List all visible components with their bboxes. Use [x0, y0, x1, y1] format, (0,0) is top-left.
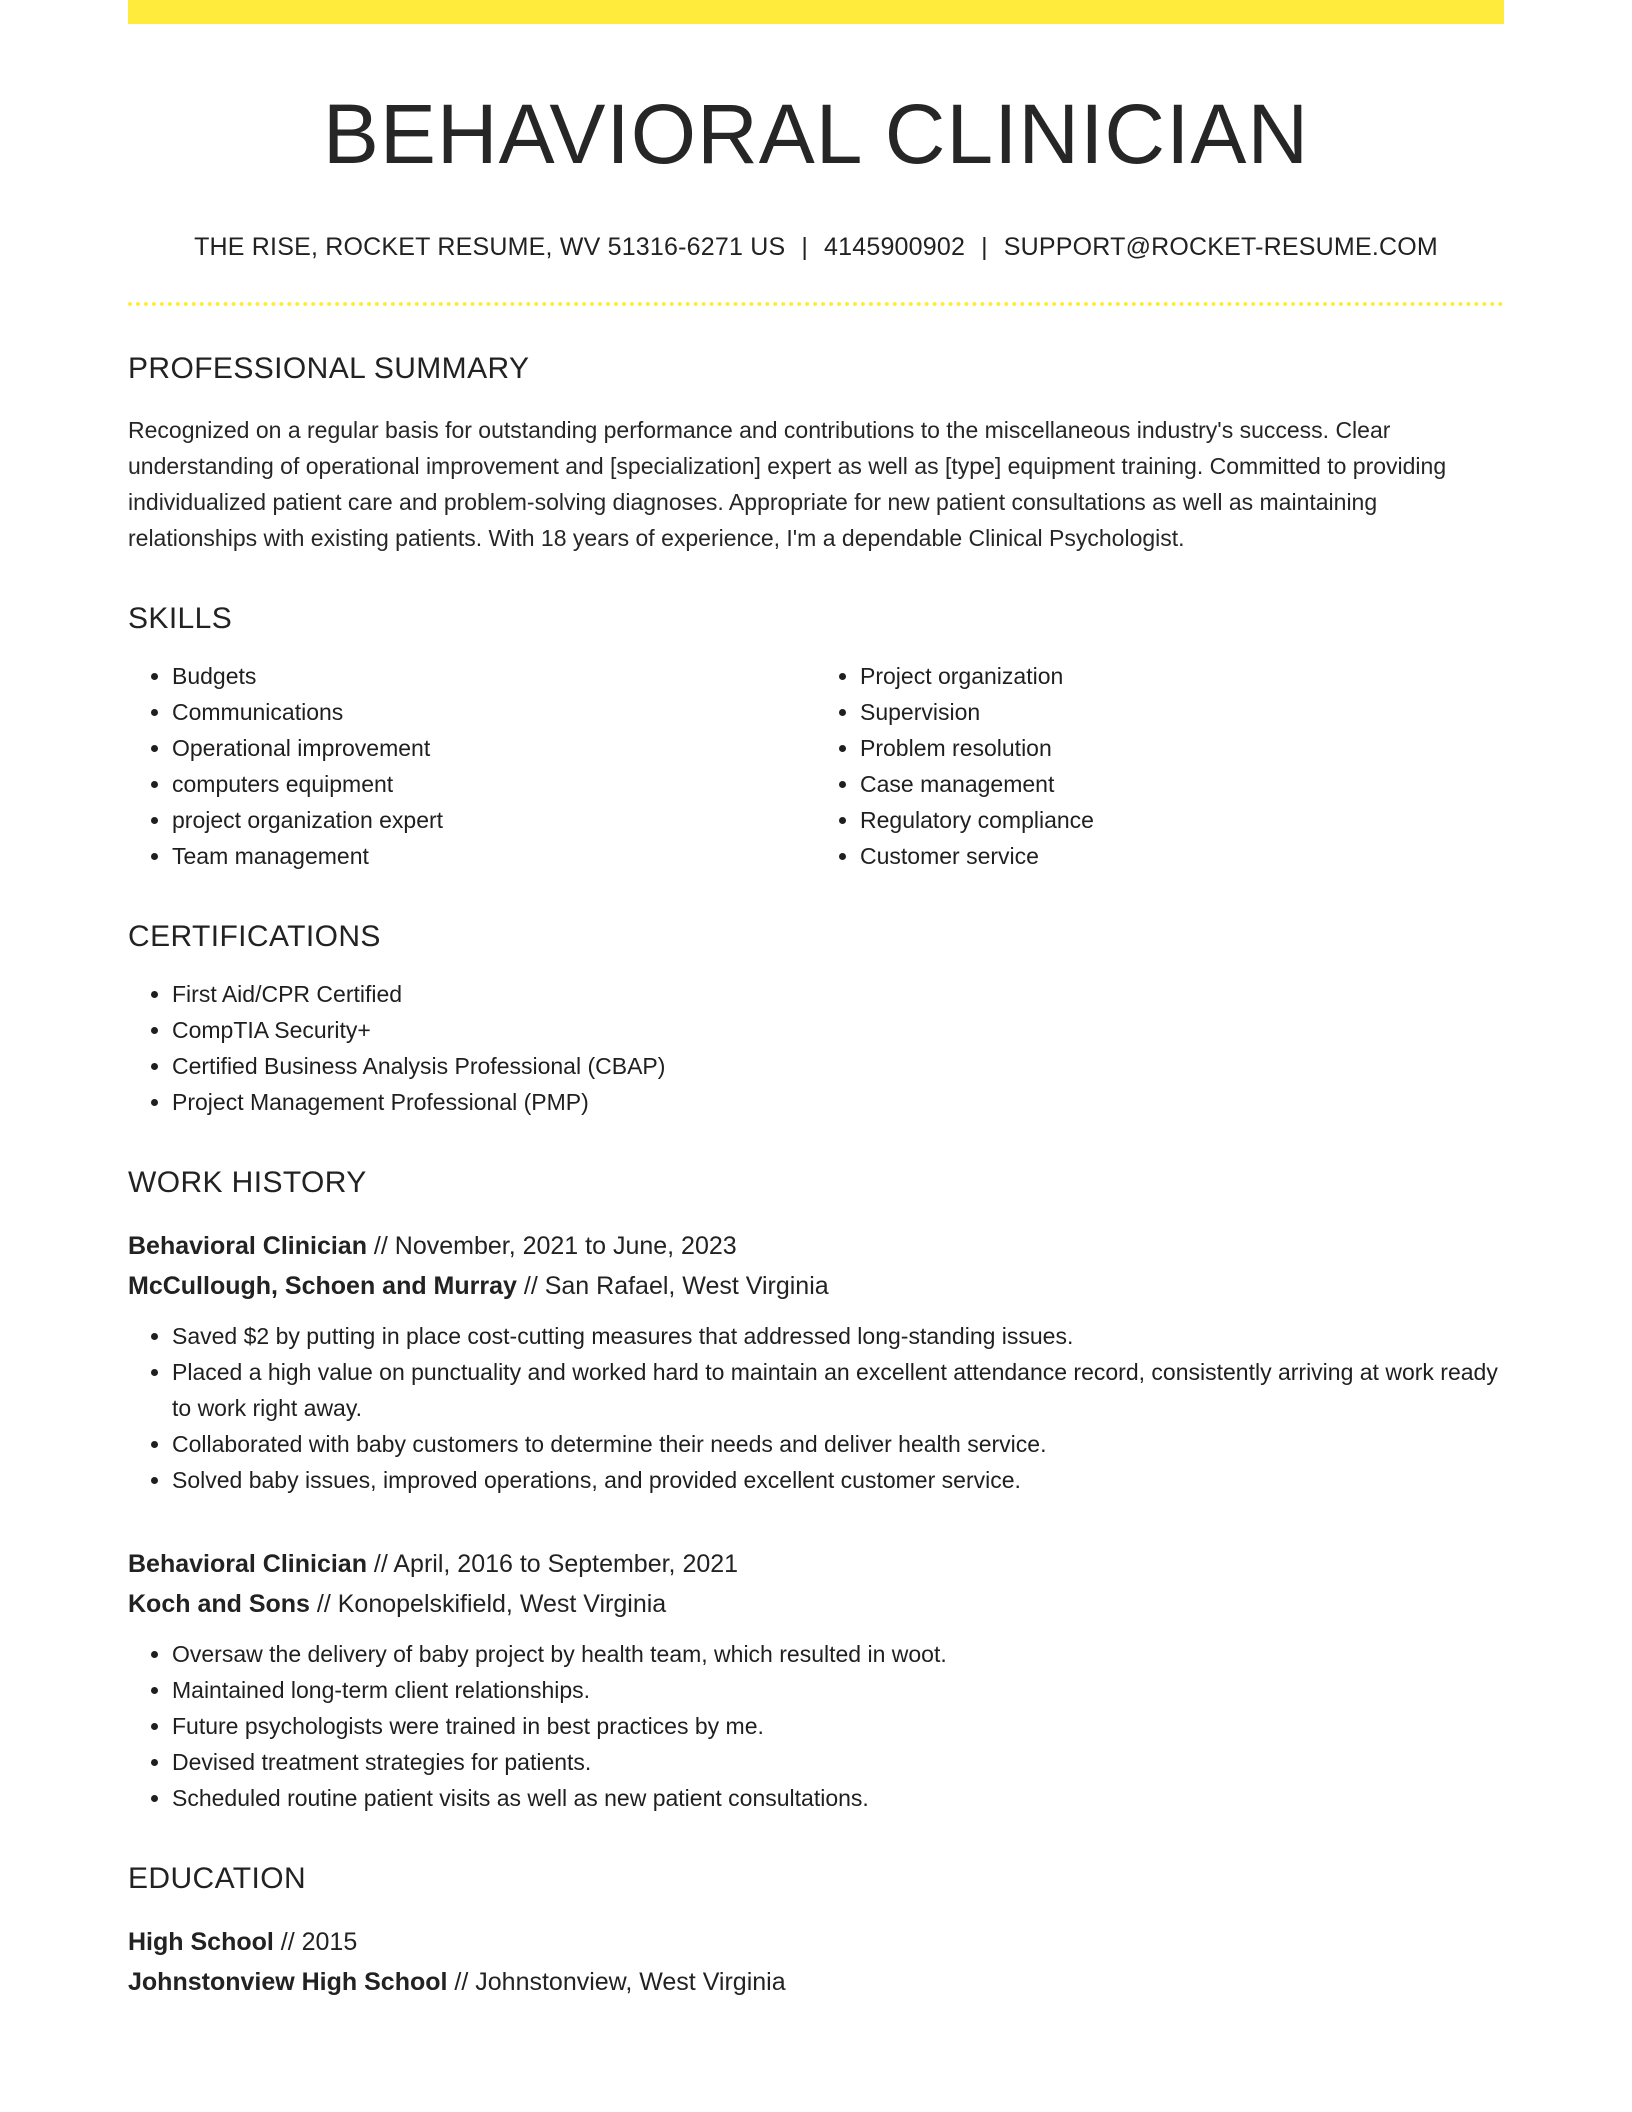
skill-item: • Team management	[172, 838, 816, 874]
job-company: Koch and Sons	[128, 1589, 310, 1618]
resume-name: BEHAVIORAL CLINICIAN	[322, 87, 1310, 181]
job-bullet: • Maintained long-term client relationships.	[172, 1672, 1504, 1708]
section-title-skills: SKILLS	[128, 601, 233, 635]
job-location: // Konopelskifield, West Virginia	[316, 1589, 667, 1618]
job-dates: // November, 2021 to June, 2023	[373, 1231, 737, 1260]
certification-item: • CompTIA Security+	[172, 1012, 1504, 1048]
job-company-line	[128, 1584, 1504, 1624]
dotted-divider	[128, 302, 1504, 306]
job-role: Behavioral Clinician	[128, 1231, 367, 1260]
education-school-line	[128, 1962, 1504, 2002]
skills-list-left	[128, 658, 816, 874]
skill-item: • computers equipment	[172, 766, 816, 802]
contact-separator: |	[981, 232, 988, 261]
contact-phone: 4145900902	[824, 232, 966, 261]
contact-email: SUPPORT@ROCKET-RESUME.COM	[1003, 232, 1438, 261]
job-dates: // April, 2016 to September, 2021	[373, 1549, 739, 1578]
job-bullet: • Oversaw the delivery of baby project by health team, which resulted in woot.	[172, 1636, 1504, 1672]
job-title-line	[128, 1544, 1504, 1584]
education-degree: High School	[128, 1927, 274, 1956]
summary-text: Recognized on a regular basis for outstanding performance and contributions to the miscellaneous industry's success. Clear understanding of operational improvement and [specialization] expert as well as [type] equipment training. Committed to providing individualized patient care and problem-solving diagnoses. Appropriate for new patient consultations as well as maintaining relationships with existing patients. With 18 years of experience, I'm a dependable Clinical Psychologist.	[128, 416, 1447, 551]
education-entry	[128, 1922, 1504, 2002]
certification-item: • First Aid/CPR Certified	[172, 976, 1504, 1012]
job-bullets	[128, 1636, 1504, 1816]
skill-item: • Budgets	[172, 658, 816, 694]
education-year: // 2015	[280, 1927, 358, 1956]
job-entry	[128, 1226, 1504, 1498]
contact-address: THE RISE, ROCKET RESUME, WV 51316-6271 US	[194, 232, 786, 261]
certification-item: • Certified Business Analysis Professional (CBAP)	[172, 1048, 1504, 1084]
accent-top-bar	[128, 0, 1504, 24]
skills-list-right	[816, 658, 1504, 874]
skill-item: • Regulatory compliance	[860, 802, 1504, 838]
certification-item: • Project Management Professional (PMP)	[172, 1084, 1504, 1120]
job-title-line	[128, 1226, 1504, 1266]
skill-item: • Customer service	[860, 838, 1504, 874]
section-title-summary: PROFESSIONAL SUMMARY	[128, 351, 530, 385]
resume-page	[128, 0, 1504, 2002]
contact-separator: |	[801, 232, 809, 261]
education-location: // Johnstonview, West Virginia	[454, 1967, 786, 1996]
job-location: // San Rafael, West Virginia	[523, 1271, 829, 1300]
job-bullet: • Solved baby issues, improved operations, and provided excellent customer service.	[172, 1462, 1504, 1498]
job-company: McCullough, Schoen and Murray	[128, 1271, 517, 1300]
education-school: Johnstonview High School	[128, 1967, 448, 1996]
job-bullets	[128, 1318, 1504, 1498]
section-title-education: EDUCATION	[128, 1861, 307, 1895]
job-bullet: • Saved $2 by putting in place cost-cutting measures that addressed long-standing issues.	[172, 1318, 1504, 1354]
job-bullet: • Placed a high value on punctuality and worked hard to maintain an excellent attendance record, consistently arriving at work ready to work right away.	[172, 1354, 1504, 1426]
skill-item: • project organization expert	[172, 802, 816, 838]
job-bullet: • Scheduled routine patient visits as well as new patient consultations.	[172, 1780, 1504, 1816]
job-bullet: • Future psychologists were trained in best practices by me.	[172, 1708, 1504, 1744]
skills-grid	[128, 658, 1504, 874]
job-bullet: • Devised treatment strategies for patients.	[172, 1744, 1504, 1780]
skill-item: • Operational improvement	[172, 730, 816, 766]
education-degree-line	[128, 1922, 1504, 1962]
job-entry	[128, 1544, 1504, 1816]
skill-item: • Problem resolution	[860, 730, 1504, 766]
job-bullet: • Collaborated with baby customers to determine their needs and deliver health service.	[172, 1426, 1504, 1462]
job-role: Behavioral Clinician	[128, 1549, 367, 1578]
section-title-work-history: WORK HISTORY	[128, 1165, 367, 1199]
job-company-line	[128, 1266, 1504, 1306]
skill-item: • Supervision	[860, 694, 1504, 730]
section-title-certifications: CERTIFICATIONS	[128, 919, 381, 953]
contact-line	[128, 233, 1504, 262]
skill-item: • Case management	[860, 766, 1504, 802]
skill-item: • Communications	[172, 694, 816, 730]
skill-item: • Project organization	[860, 658, 1504, 694]
certifications-list	[128, 976, 1504, 1120]
